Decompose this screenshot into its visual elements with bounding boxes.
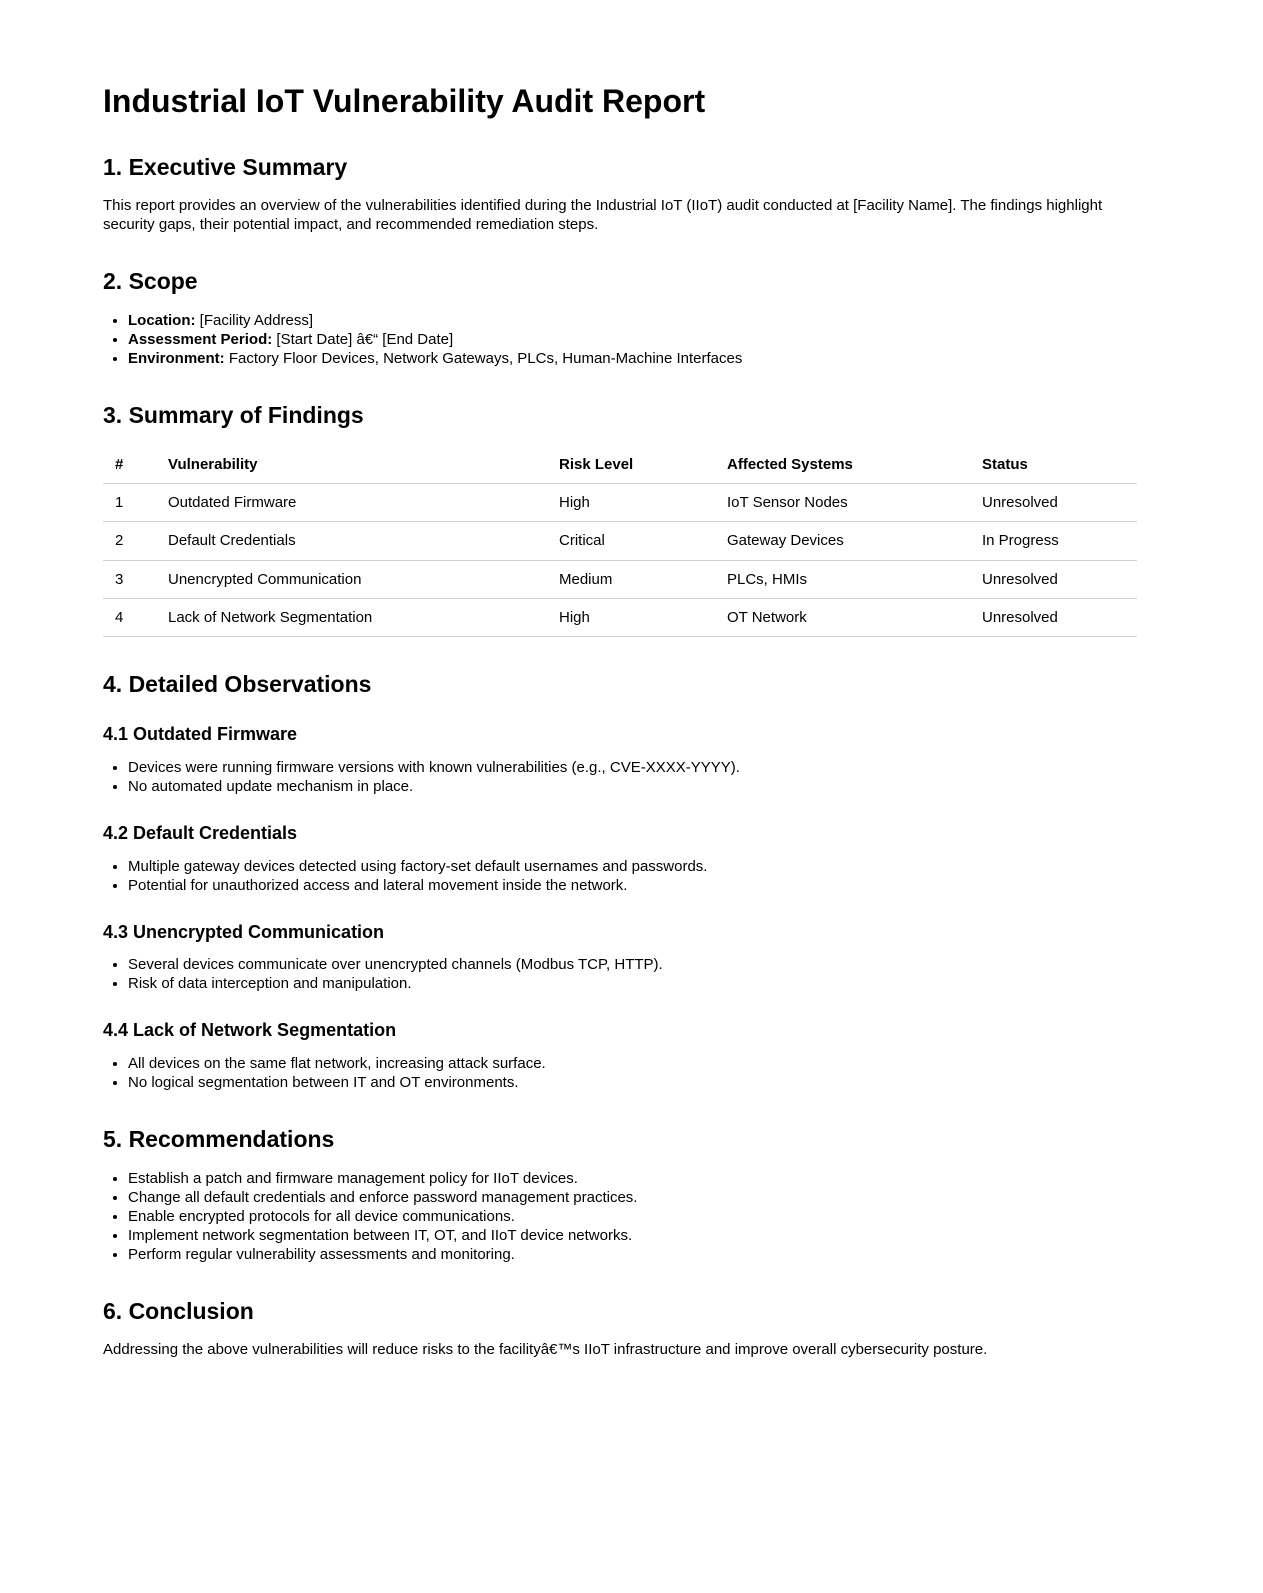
findings-table-row (103, 484, 1137, 522)
observation-item: • Multiple gateway devices detected using factory-set default usernames and passwords. (128, 857, 1137, 876)
heading-outdated-firmware: 4.1 Outdated Firmware (103, 724, 298, 745)
report-title: Industrial IoT Vulnerability Audit Report (103, 83, 706, 119)
heading-unencrypted-communication: 4.3 Unencrypted Communication (103, 921, 385, 942)
heading-executive-summary: 1. Executive Summary (103, 153, 348, 180)
column-header-affected-systems: Affected Systems (727, 446, 982, 484)
recommendation-item: • Implement network segmentation between IT, OT, and IIoT device networks. (128, 1226, 1137, 1245)
findings-table-row (103, 560, 1137, 598)
observation-item: • Risk of data interception and manipulation. (128, 974, 1137, 993)
observation-item: • No automated update mechanism in place. (128, 777, 1137, 796)
default-credentials-list (103, 857, 1137, 895)
findings-table-row (103, 598, 1137, 636)
cell-vulnerability: Outdated Firmware (168, 484, 559, 522)
cell-status: In Progress (982, 522, 1137, 560)
cell-affected-systems: PLCs, HMIs (727, 560, 982, 598)
outdated-firmware-list (103, 758, 1137, 796)
cell-number: 4 (103, 598, 168, 636)
scope-item-label: Assessment Period: (128, 330, 273, 348)
heading-detailed-observations: 4. Detailed Observations (103, 670, 372, 697)
scope-item-value: Factory Floor Devices, Network Gateways, PLCs, Human-Machine Interfaces (228, 349, 743, 367)
observation-item: • All devices on the same flat network, increasing attack surface. (128, 1054, 1137, 1073)
heading-summary-of-findings: 3. Summary of Findings (103, 401, 364, 428)
column-header-status: Status (982, 446, 1137, 484)
cell-affected-systems: Gateway Devices (727, 522, 982, 560)
unencrypted-communication-list (103, 955, 1137, 993)
cell-vulnerability: Unencrypted Communication (168, 560, 559, 598)
heading-lack-of-network-segmentation: 4.4 Lack of Network Segmentation (103, 1020, 397, 1041)
cell-risk-level: High (559, 484, 727, 522)
scope-list-item (128, 330, 1137, 349)
cell-risk-level: Critical (559, 522, 727, 560)
recommendation-item: • Establish a patch and firmware management policy for IIoT devices. (128, 1169, 1137, 1188)
cell-status: Unresolved (982, 598, 1137, 636)
heading-scope: 2. Scope (103, 268, 198, 295)
heading-recommendations: 5. Recommendations (103, 1126, 335, 1153)
scope-item-label: Location: (128, 311, 196, 329)
column-header-vulnerability: Vulnerability (168, 446, 559, 484)
observation-item: • Potential for unauthorized access and lateral movement inside the network. (128, 876, 1137, 895)
executive-summary-paragraph: This report provides an overview of the vulnerabilities identified during the Industrial IoT (IIoT) audit conducted at [Facility Name]. The findings highlight security gaps, their potential impact, and recommended remediation steps. (103, 197, 1103, 234)
network-segmentation-list (103, 1054, 1137, 1092)
scope-list-item (128, 311, 1137, 330)
scope-item-value: [Facility Address] (199, 311, 314, 329)
cell-risk-level: Medium (559, 560, 727, 598)
findings-table-row (103, 522, 1137, 560)
cell-affected-systems: OT Network (727, 598, 982, 636)
observation-item: • No logical segmentation between IT and OT environments. (128, 1073, 1137, 1092)
conclusion-paragraph: Addressing the above vulnerabilities will reduce risks to the facilityâ€™s IIoT infrastructure and improve overall cybersecurity posture. (103, 1341, 988, 1359)
observation-item: • Several devices communicate over unencrypted channels (Modbus TCP, HTTP). (128, 955, 1137, 974)
findings-table-header-row (103, 446, 1137, 484)
cell-number: 3 (103, 560, 168, 598)
cell-vulnerability: Lack of Network Segmentation (168, 598, 559, 636)
heading-default-credentials: 4.2 Default Credentials (103, 822, 298, 843)
column-header-risk-level: Risk Level (559, 446, 727, 484)
scope-item-value: [Start Date] â€“ [End Date] (276, 330, 454, 348)
heading-conclusion: 6. Conclusion (103, 1297, 254, 1324)
cell-status: Unresolved (982, 560, 1137, 598)
recommendations-list (103, 1169, 1137, 1264)
scope-list-item (128, 349, 1137, 368)
column-header-number: # (103, 446, 168, 484)
cell-number: 2 (103, 522, 168, 560)
recommendation-item: • Change all default credentials and enforce password management practices. (128, 1188, 1137, 1207)
scope-list (103, 311, 1137, 368)
cell-number: 1 (103, 484, 168, 522)
cell-affected-systems: IoT Sensor Nodes (727, 484, 982, 522)
findings-table (103, 446, 1137, 636)
cell-status: Unresolved (982, 484, 1137, 522)
recommendation-item: • Perform regular vulnerability assessments and monitoring. (128, 1245, 1137, 1264)
observation-item: • Devices were running firmware versions with known vulnerabilities (e.g., CVE-XXXX-YYYY). (128, 758, 1137, 777)
cell-vulnerability: Default Credentials (168, 522, 559, 560)
scope-item-label: Environment: (128, 349, 225, 367)
recommendation-item: • Enable encrypted protocols for all device communications. (128, 1207, 1137, 1226)
cell-risk-level: High (559, 598, 727, 636)
